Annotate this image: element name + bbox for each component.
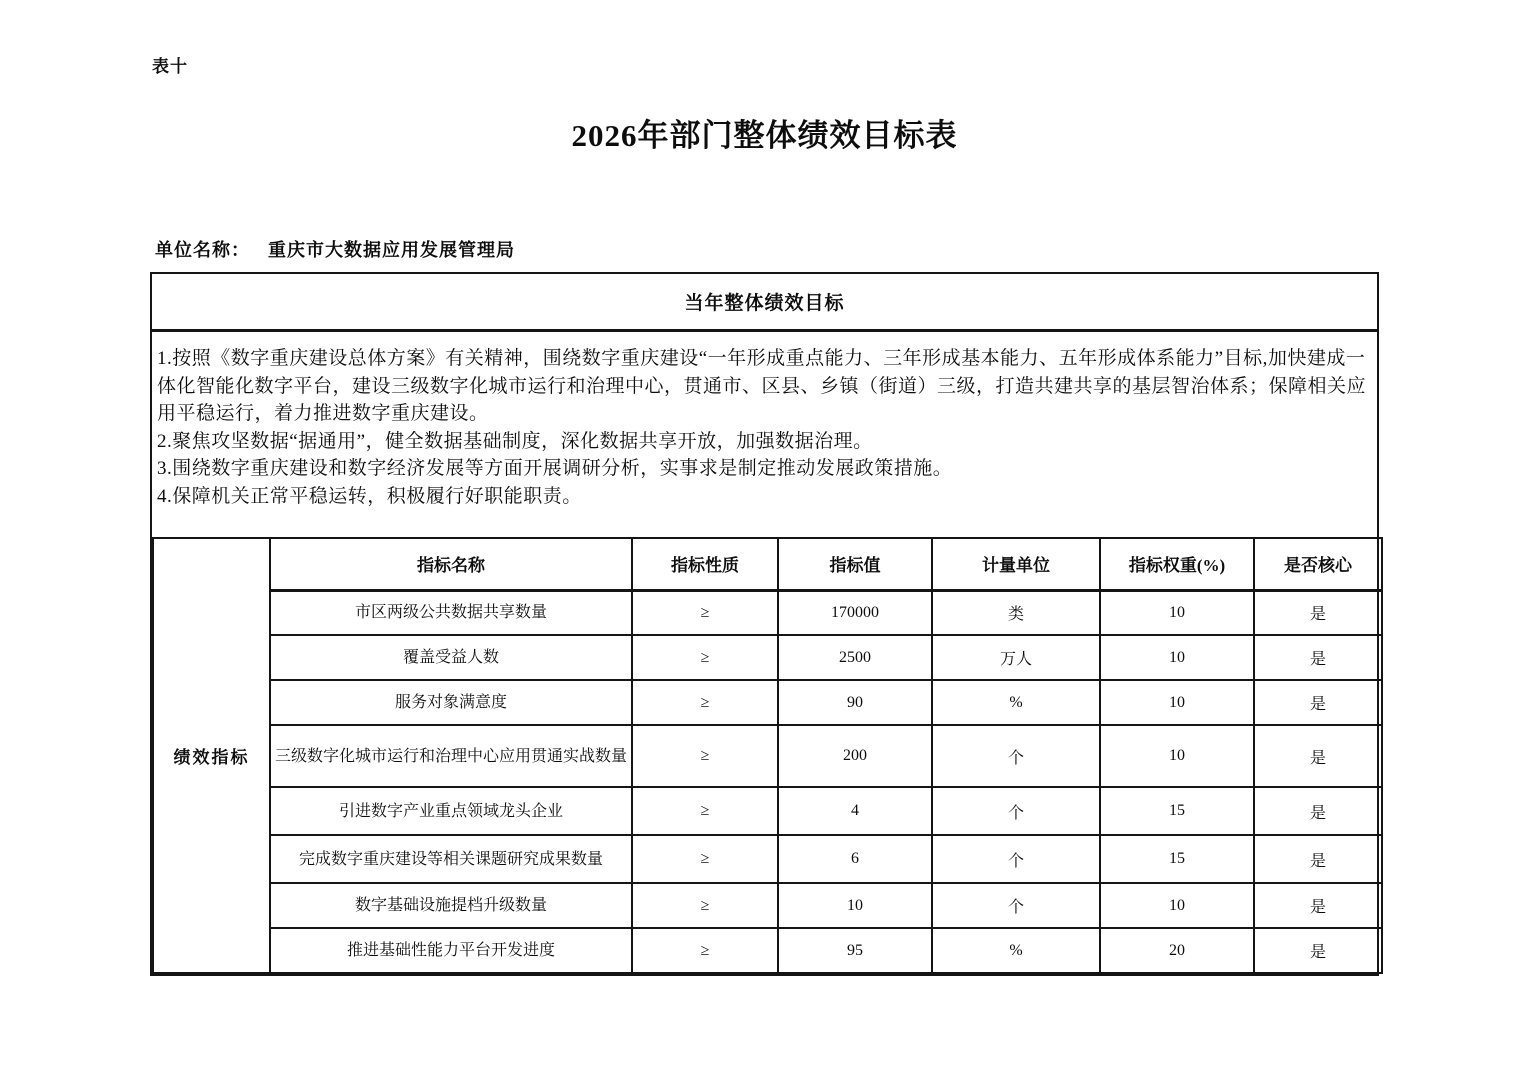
indicator-name: 服务对象满意度	[270, 680, 632, 725]
indicator-nature: ≥	[632, 928, 778, 973]
indicator-unit: 万人	[932, 635, 1100, 680]
column-header-value: 指标值	[778, 538, 932, 590]
indicator-header-row	[153, 538, 1382, 590]
indicator-unit: 个	[932, 787, 1100, 835]
indicator-weight: 15	[1100, 835, 1254, 883]
indicator-nature: ≥	[632, 680, 778, 725]
table-row	[153, 835, 1382, 883]
column-header-unit: 计量单位	[932, 538, 1100, 590]
indicator-core: 是	[1254, 835, 1382, 883]
indicator-unit: %	[932, 928, 1100, 973]
indicator-core: 是	[1254, 928, 1382, 973]
indicator-value: 2500	[778, 635, 932, 680]
goal-paragraph-3: 3.围绕数字重庆建设和数字经济发展等方面开展调研分析，实事求是制定推动发展政策措施。	[157, 458, 953, 479]
indicator-value: 95	[778, 928, 932, 973]
indicator-nature: ≥	[632, 635, 778, 680]
table-row	[153, 680, 1382, 725]
indicator-weight: 15	[1100, 787, 1254, 835]
indicator-core: 是	[1254, 883, 1382, 928]
goal-paragraph-4: 4.保障机关正常平稳运转，积极履行好职能职责。	[157, 485, 582, 507]
indicator-core: 是	[1254, 680, 1382, 725]
unit-name-label: 单位名称：	[155, 240, 250, 260]
indicator-unit: 类	[932, 590, 1100, 635]
indicator-weight: 10	[1100, 883, 1254, 928]
indicator-weight: 10	[1100, 725, 1254, 787]
table-row	[153, 635, 1382, 680]
column-header-nature: 指标性质	[632, 538, 778, 590]
column-header-weight: 指标权重(%)	[1100, 538, 1254, 590]
column-header-core: 是否核心	[1254, 538, 1382, 590]
indicator-weight: 10	[1100, 590, 1254, 635]
indicator-core: 是	[1254, 590, 1382, 635]
indicator-unit: 个	[932, 725, 1100, 787]
indicator-nature: ≥	[632, 725, 778, 787]
goal-paragraph-1: 1.按照《数字重庆建设总体方案》有关精神，围绕数字重庆建设“一年形成重点能力、三年形成基本能力、五年形成体系能力”目标,加快建成一体化智能化数字平台，建设三级数字化城市运行和治理中心，贯通市、区县、乡镇（街道）三级，打造共建共享的基层智治体系；保障相关应用平稳运行，着力推进数字重庆建设。	[157, 348, 1367, 424]
indicator-weight: 10	[1100, 680, 1254, 725]
indicator-value: 90	[778, 680, 932, 725]
table-row	[153, 787, 1382, 835]
table-row	[153, 725, 1382, 787]
performance-indicator-rowspan-cell: 绩效指标	[153, 538, 270, 973]
goal-paragraph-2: 2.聚焦攻坚数据“据通用”，健全数据基础制度，深化数据共享开放，加强数据治理。	[157, 430, 873, 452]
table-number-label: 表十	[152, 57, 188, 76]
column-header-name: 指标名称	[270, 538, 632, 590]
indicator-name: 覆盖受益人数	[270, 635, 632, 680]
indicator-unit: %	[932, 680, 1100, 725]
indicator-core: 是	[1254, 635, 1382, 680]
indicator-nature: ≥	[632, 787, 778, 835]
indicator-name: 市区两级公共数据共享数量	[270, 590, 632, 635]
table-row	[153, 928, 1382, 973]
indicator-value: 10	[778, 883, 932, 928]
indicator-unit: 个	[932, 883, 1100, 928]
indicator-value: 170000	[778, 590, 932, 635]
annual-goal-header: 当年整体绩效目标	[152, 274, 1377, 332]
annual-goal-text	[152, 332, 1377, 537]
indicator-core: 是	[1254, 787, 1382, 835]
indicator-value: 4	[778, 787, 932, 835]
indicator-name: 推进基础性能力平台开发进度	[270, 928, 632, 973]
indicator-value: 6	[778, 835, 932, 883]
performance-target-table	[150, 272, 1379, 976]
table-row	[153, 883, 1382, 928]
indicator-weight: 20	[1100, 928, 1254, 973]
indicator-value: 200	[778, 725, 932, 787]
indicator-nature: ≥	[632, 835, 778, 883]
indicator-grid	[152, 537, 1383, 974]
page-title: 2026年部门整体绩效目标表	[571, 118, 958, 153]
indicator-core: 是	[1254, 725, 1382, 787]
indicator-unit: 个	[932, 835, 1100, 883]
table-row	[153, 590, 1382, 635]
indicator-name: 三级数字化城市运行和治理中心应用贯通实战数量	[270, 725, 632, 787]
indicator-nature: ≥	[632, 883, 778, 928]
unit-name-value: 重庆市大数据应用发展管理局	[268, 240, 515, 260]
indicator-weight: 10	[1100, 635, 1254, 680]
indicator-name: 数字基础设施提档升级数量	[270, 883, 632, 928]
indicator-name: 完成数字重庆建设等相关课题研究成果数量	[270, 835, 632, 883]
unit-name-line	[155, 236, 515, 262]
indicator-nature: ≥	[632, 590, 778, 635]
indicator-name: 引进数字产业重点领域龙头企业	[270, 787, 632, 835]
